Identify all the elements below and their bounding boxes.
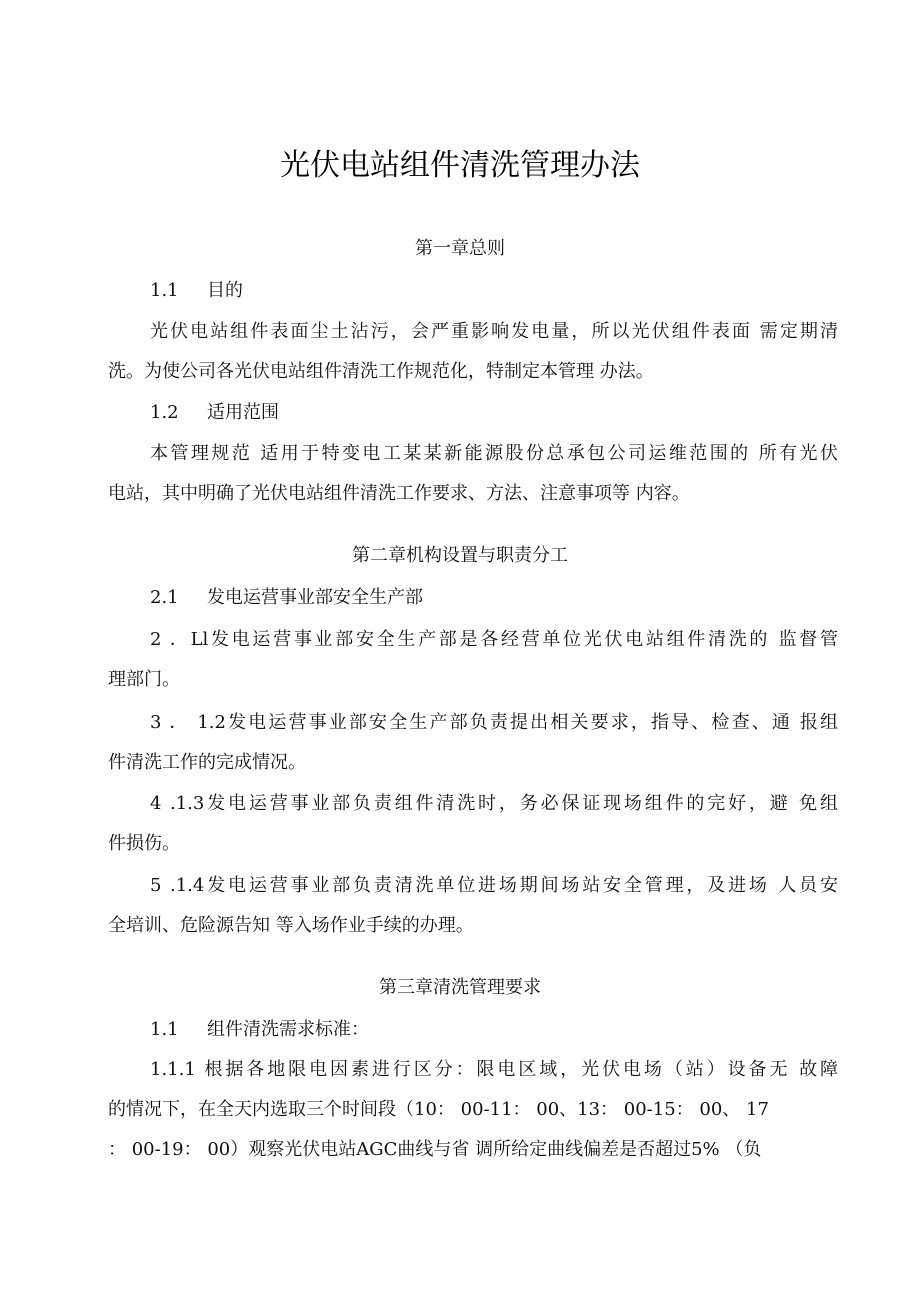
paragraph-line: 3 ． 1.2发电运营事业部安全生产部负责提出相关要求，指导、检查、通 报组 <box>150 712 838 733</box>
section-title: 目的 <box>207 280 243 301</box>
section-number: 1.1 <box>150 1019 179 1040</box>
paragraph-line: 本管理规范 适用于特变电工某某新能源股份总承包公司运维范围的 所有光伏 <box>150 443 838 464</box>
chapter-1-heading: 第一章总则 <box>415 238 505 259</box>
item-2-1-3 <box>108 784 838 864</box>
section-1-1-heading <box>150 278 243 304</box>
paragraph-line: 2 ．Ll发电运营事业部安全生产部是各经营单位光伏电站组件清洗的 监督管 <box>150 629 838 650</box>
paragraph-cleaning-standard <box>108 1050 838 1170</box>
paragraph-line: 4 .1.3发电运营事业部负责组件清洗时，务必保证现场组件的完好，避 免组 <box>150 793 838 814</box>
section-3-1-heading <box>150 1017 369 1043</box>
paragraph-line: 理部门。 <box>108 669 180 690</box>
paragraph-scope <box>108 434 838 514</box>
section-title: 发电运营事业部安全生产部 <box>207 587 423 608</box>
section-number: 1.1 <box>150 280 179 301</box>
document-title: 光伏电站组件清洗管理办法 <box>280 148 640 183</box>
chapter-2-heading: 第二章机构设置与职责分工 <box>352 545 568 566</box>
paragraph-line: 全培训、危险源告知 等入场作业手续的办理。 <box>108 915 474 936</box>
section-1-2-heading <box>150 400 279 426</box>
paragraph-line: ： 00-19： 00）观察光伏电站AGC曲线与省 调所给定曲线偏差是否超过5% （负 <box>108 1139 762 1160</box>
section-number: 1.2 <box>150 402 179 423</box>
section-2-1-heading <box>150 585 423 611</box>
paragraph-line: 的情况下，在全天内选取三个时间段（10： 00-11： 00、13： 00-15： 00、 17 <box>108 1099 769 1120</box>
item-2-1-4 <box>108 866 838 946</box>
section-number: 2.1 <box>150 587 179 608</box>
section-title: 适用范围 <box>207 402 279 423</box>
item-2-1-1 <box>108 620 838 700</box>
paragraph-line: 件清洗工作的完成情况。 <box>108 752 306 773</box>
paragraph-line: 件损伤。 <box>108 833 180 854</box>
paragraph-line: 5 .1.4发电运营事业部负责清洗单位进场期间场站安全管理，及进场 人员安 <box>150 875 838 896</box>
paragraph-purpose <box>108 312 838 392</box>
paragraph-line: 1.1.1 根据各地限电因素进行区分：限电区域，光伏电场（站）设备无 故障 <box>150 1059 838 1080</box>
chapter-3-heading: 第三章清洗管理要求 <box>379 977 541 998</box>
item-2-1-2 <box>108 703 838 783</box>
paragraph-line: 洗。为使公司各光伏电站组件清洗工作规范化，特制定本管理 办法。 <box>108 361 654 382</box>
section-title: 组件清洗需求标准： <box>207 1019 369 1040</box>
paragraph-line: 光伏电站组件表面尘土沾污，会严重影响发电量，所以光伏组件表面 需定期清 <box>150 321 838 342</box>
paragraph-line: 电站，其中明确了光伏电站组件清洗工作要求、方法、注意事项等 内容。 <box>108 483 690 504</box>
